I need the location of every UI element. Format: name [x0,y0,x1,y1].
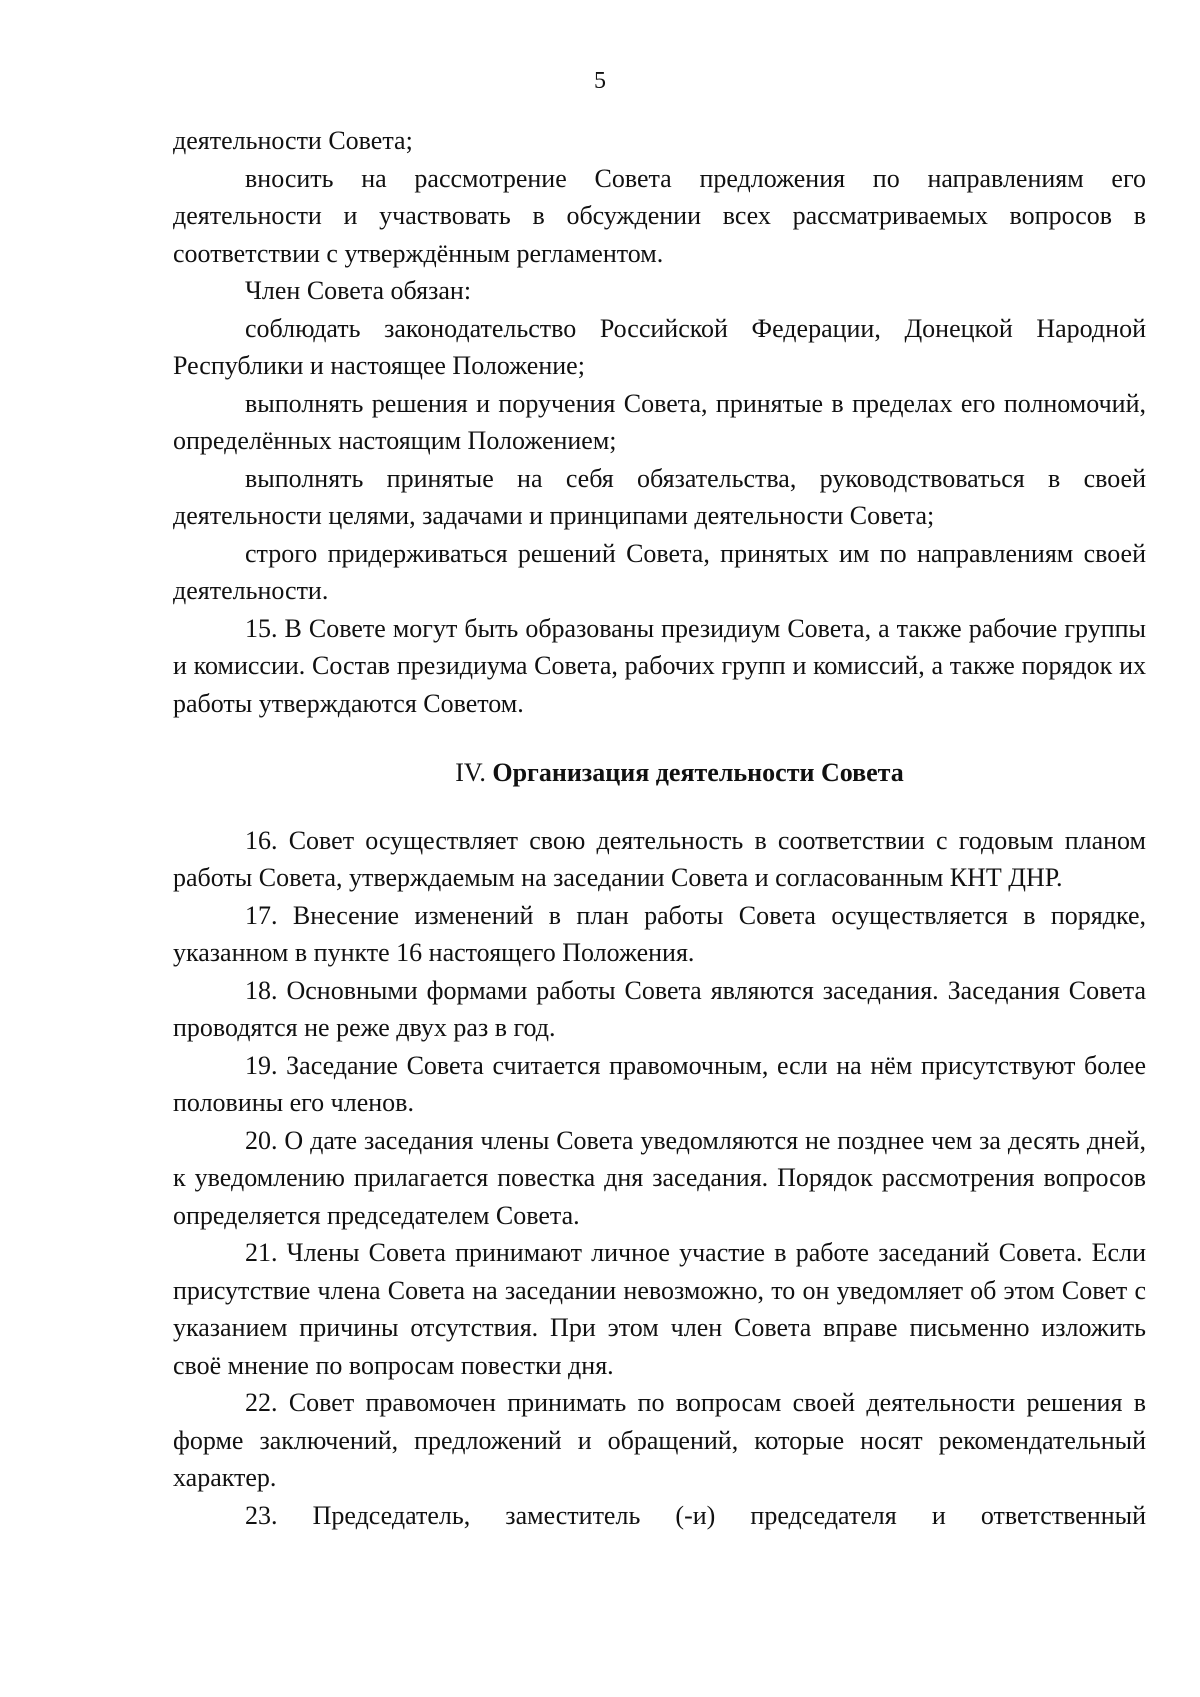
paragraph: деятельности Совета; [173,126,413,155]
paragraph: 19. Заседание Совета считается правомочным, если на нём присутствуют более половины его членов. [173,1050,1146,1117]
section-title: Организация деятельности Совета [492,758,904,787]
paragraph: 21. Члены Совета принимают личное участие в работе заседаний Совета. Если присутствие члена Совета на заседании невозможно, то он уведомляет об этом Совет с указанием причины отсутствия. При этом член Совета вправе письменно изложить своё мнение по вопросам повестки дня. [173,1238,1146,1380]
paragraph: Член Совета обязан: [245,276,472,305]
paragraph: вносить на рассмотрение Совета предложения по направлениям его деятельности и участвовать в обсуждении всех рассматриваемых вопросов в соответствии с утверждённым регламентом. [173,163,1146,268]
paragraph: выполнять принятые на себя обязательства, руководствоваться в своей деятельности целями, задачами и принципами деятельности Совета; [173,463,1146,530]
paragraph: 15. В Совете могут быть образованы президиум Совета, а также рабочие группы и комиссии. Состав президиума Совета, рабочих групп и комиссий, а также порядок их работы утверждаются Советом. [173,613,1146,718]
paragraph: 17. Внесение изменений в план работы Совета осуществляется в порядке, указанном в пункте 16 настоящего Положения. [173,900,1146,967]
paragraph: строго придерживаться решений Совета, принятых им по направлениям своей деятельности. [173,538,1146,605]
paragraph: 23. Председатель, заместитель (-и) председателя и ответственный [245,1500,1146,1530]
document-body [173,122,1146,1534]
paragraph: 20. О дате заседания члены Совета уведомляются не позднее чем за десять дней, к уведомлению прилагается повестка дня заседания. Порядок рассмотрения вопросов определяется председателем Совета. [173,1125,1146,1230]
section-heading [173,754,1146,792]
section-numeral: IV. [455,758,486,787]
paragraph: выполнять решения и поручения Совета, принятые в пределах его полномочий, определённых настоящим Положением; [173,388,1146,455]
page-number: 5 [594,68,606,94]
paragraph: 16. Совет осуществляет свою деятельность в соответствии с годовым планом работы Совета, утверждаемым на заседании Совета и согласованным КНТ ДНР. [173,825,1146,892]
section-iv-body [173,822,1146,1535]
section-iii-continuation [173,122,1146,722]
paragraph: 18. Основными формами работы Совета являются заседания. Заседания Совета проводятся не реже двух раз в год. [173,975,1146,1042]
paragraph: соблюдать законодательство Российской Федерации, Донецкой Народной Республики и настоящее Положение; [173,313,1146,380]
paragraph: 22. Совет правомочен принимать по вопросам своей деятельности решения в форме заключений, предложений и обращений, которые носят рекомендательный характер. [173,1388,1146,1492]
